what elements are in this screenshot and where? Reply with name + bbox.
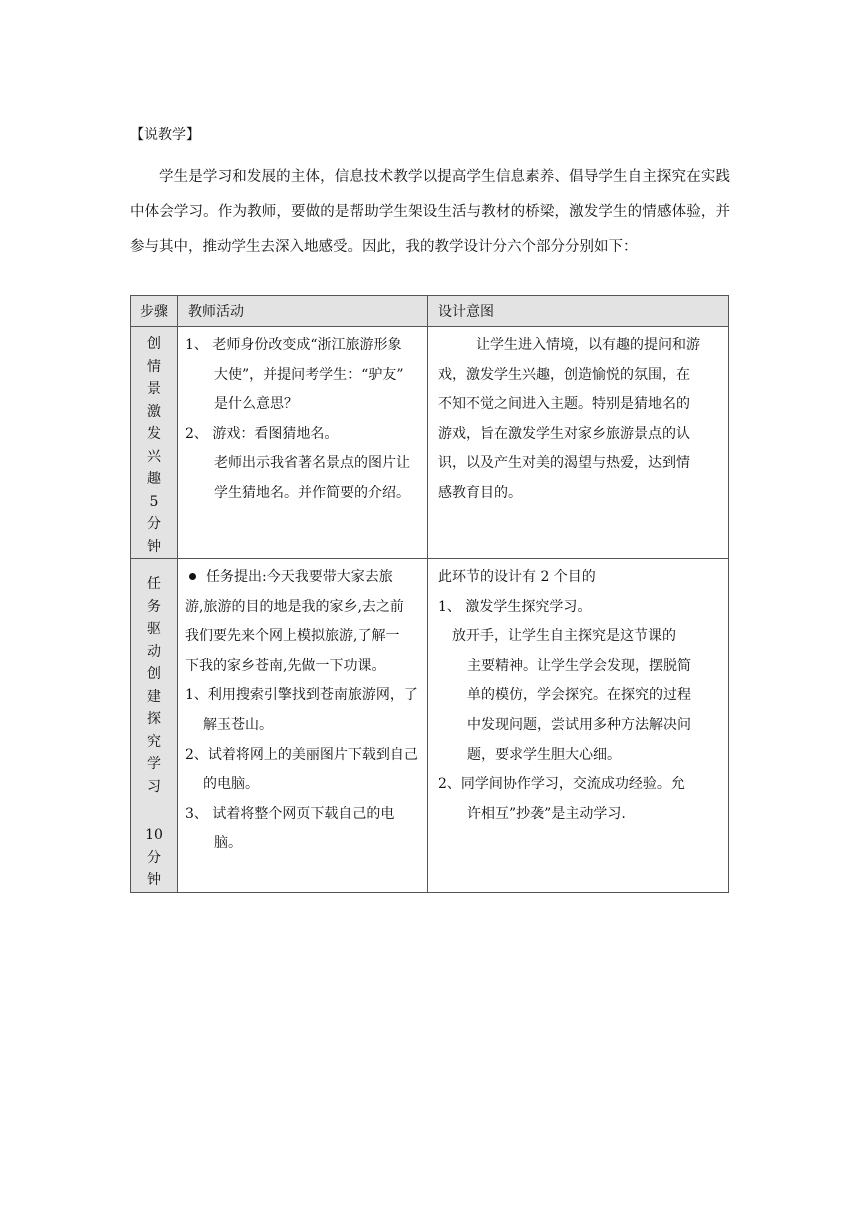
step-char: 钟 bbox=[147, 538, 161, 555]
text-line: 感教育目的。 bbox=[438, 484, 522, 501]
header-design-intent: 设计意图 bbox=[428, 296, 729, 327]
text-line: 解玉苍山。 bbox=[203, 716, 273, 733]
bullet-line bbox=[185, 563, 420, 593]
step-char: 驱 bbox=[147, 621, 161, 637]
design-intent-cell bbox=[428, 559, 729, 893]
header-teacher-activity: 教师活动 bbox=[178, 296, 428, 327]
step-char: 钟 bbox=[147, 872, 161, 888]
text-line: 放开手，让学生自主探究是这节课的 bbox=[452, 628, 676, 645]
lesson-plan-table bbox=[130, 295, 729, 893]
bullet-icon bbox=[189, 573, 196, 580]
table-row bbox=[131, 327, 729, 559]
text-line: 让学生进入情境，以有趣的提问和游 bbox=[476, 337, 700, 353]
teacher-activity-cell bbox=[178, 559, 428, 893]
text-line: 任务提出:今天我要带大家去旅 bbox=[206, 569, 393, 585]
text-line: 下我的家乡苍南,先做一下功课。 bbox=[185, 657, 386, 674]
text-line: 脑。 bbox=[214, 835, 242, 852]
text-line: 2、同学间协作学习，交流成功经验。允 bbox=[438, 776, 685, 793]
step-char: 创 bbox=[147, 666, 161, 682]
section-heading: 【说教学】 bbox=[130, 127, 200, 143]
step-char: 动 bbox=[147, 643, 161, 660]
text-line: 1、 激发学生探究学习。 bbox=[438, 598, 592, 615]
step-char: 分 bbox=[147, 849, 161, 866]
step-char: 情 bbox=[147, 358, 161, 375]
step-char: 5 bbox=[149, 493, 159, 510]
text-line: 游,旅游的目的地是我的家乡,去之前 bbox=[185, 598, 404, 615]
text-line: 3、 试着将整个网页下载自己的电 bbox=[185, 805, 395, 822]
text-line: 1、 老师身份改变成“浙江旅游形象 bbox=[185, 337, 402, 353]
text-line: 单的模仿，学会探究。在探究的过程 bbox=[467, 687, 691, 704]
step-char: 分 bbox=[147, 516, 161, 532]
text-line: 2、试着将网上的美丽图片下载到自己 bbox=[185, 746, 418, 763]
step-char: 创 bbox=[147, 336, 161, 352]
table-header-row bbox=[131, 296, 729, 327]
text-line: 中发现问题，尝试用多种方法解决问 bbox=[467, 716, 691, 733]
step-char: 习 bbox=[147, 778, 161, 795]
text-line: 许相互”抄袭”是主动学习. bbox=[467, 805, 626, 822]
header-step: 步骤 bbox=[131, 296, 178, 327]
step-char: 景 bbox=[147, 381, 161, 397]
text-line: 主要精神。让学生学会发现，摆脱简 bbox=[467, 657, 691, 674]
step-char: 建 bbox=[147, 688, 161, 705]
table-row bbox=[131, 559, 729, 893]
text-line: 是什么意思？ bbox=[214, 396, 298, 413]
text-line: 此环节的设计有 2 个目的 bbox=[438, 569, 596, 585]
intro-paragraph: 学生是学习和发展的主体，信息技术教学以提高学生信息素养、倡导学生自主探究在实践中体会学习。作为教师，要做的是帮助学生架设生活与教材的桥梁，激发学生的情感体验，并参与其中，推动学生去深入地感受。因此，我的教学设计分六个部分分别如下： bbox=[130, 169, 730, 255]
text-line: 的电脑。 bbox=[203, 776, 259, 793]
step-char: 激 bbox=[147, 403, 161, 420]
step-char: 究 bbox=[147, 733, 161, 750]
text-line: 题，要求学生胆大心细。 bbox=[467, 746, 621, 763]
step-char: 任 bbox=[147, 576, 161, 592]
text-line: 识，以及产生对美的渴望与热爱，达到情 bbox=[438, 455, 690, 472]
step-cell bbox=[131, 327, 178, 559]
teacher-activity-cell bbox=[178, 327, 428, 559]
text-line: 大使”，并提问考学生：“驴友” bbox=[214, 366, 404, 383]
step-char: 务 bbox=[147, 598, 161, 615]
step-cell bbox=[131, 559, 178, 893]
step-char: 兴 bbox=[147, 448, 161, 465]
step-char: 学 bbox=[147, 756, 161, 772]
text-line: 游戏，旨在激发学生对家乡旅游景点的认 bbox=[438, 425, 690, 442]
design-intent-cell bbox=[428, 327, 729, 559]
text-line: 2、 游戏：看图猜地名。 bbox=[185, 425, 339, 442]
text-line: 不知不觉之间进入主题。特别是猜地名的 bbox=[438, 396, 690, 413]
step-char: 10 bbox=[145, 827, 163, 843]
text-line: 戏，激发学生兴趣，创造愉悦的氛围，在 bbox=[438, 366, 690, 383]
text-line: 老师出示我省著名景点的图片让 bbox=[214, 455, 410, 472]
text-line: 我们要先来个网上模拟旅游,了解一 bbox=[185, 628, 400, 645]
text-line: 1、利用搜索引擎找到苍南旅游网，了 bbox=[185, 687, 418, 704]
step-char: 探 bbox=[147, 711, 161, 727]
text-line: 学生猜地名。并作简要的介绍。 bbox=[214, 484, 410, 501]
step-char: 发 bbox=[147, 426, 161, 442]
step-char: 趣 bbox=[147, 471, 161, 487]
